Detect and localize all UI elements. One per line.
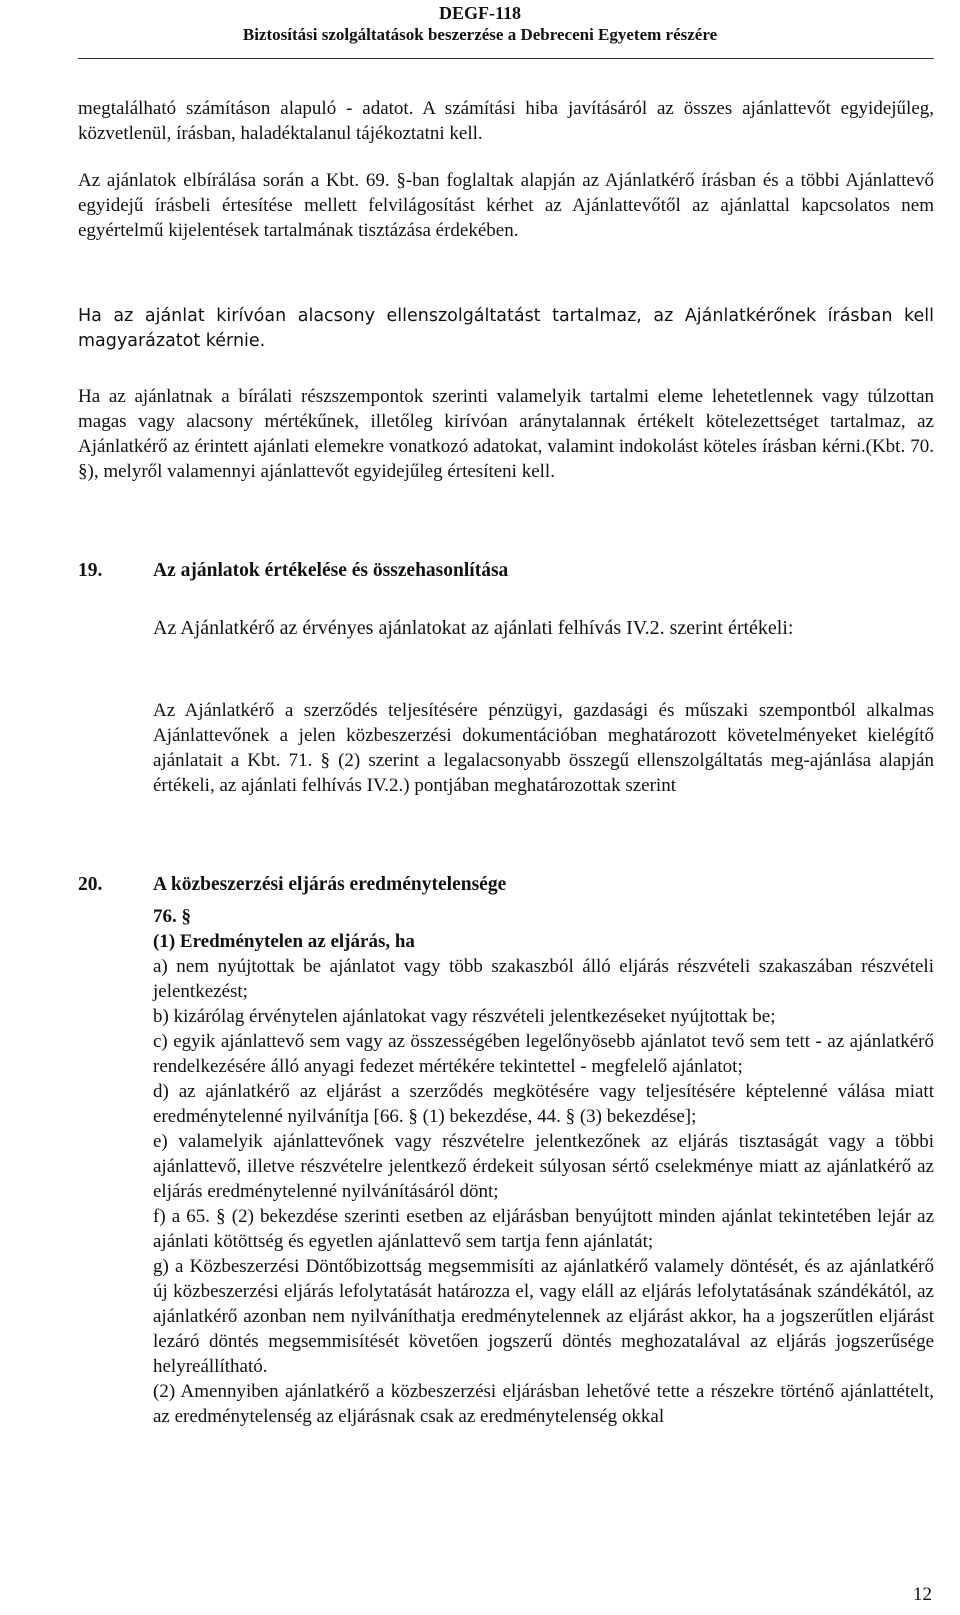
section-20-paragraph-2: (2) Amennyiben ajánlatkérő a közbeszerzési eljárásban lehetővé tette a részekre történő ajánlattételt, az eredménytelenség az eljárásnak csak az eredménytelenség okkal <box>153 1381 934 1427</box>
list-item: g) a Közbeszerzési Döntőbizottság megsemmisíti az ajánlatkérő valamely döntését, és az ajánlatkérő új közbeszerzési eljárás lefolytatását határozza el, vagy eláll az eljárás lefolytatásának szándékától, az ajánlatkérő azonban nem nyilváníthatja eredménytelennek az eljárást akkor, ha a jogszerűtlen eljárást lezáró döntés megsemmisítését követően jogszerű döntés meghozatalával az eljárás jogszerűsége helyreállítható. <box>153 1256 934 1377</box>
section-20-number: 20. <box>78 874 103 895</box>
document-code: DEGF-118 <box>438 3 521 23</box>
list-item: b) kizárólag érvénytelen ajánlatokat vagy részvételi jelentkezéseket nyújtottak be; <box>153 1006 776 1027</box>
section-20-content <box>153 904 934 1429</box>
section-20-subtitle: (1) Eredménytelen az eljárás, ha <box>153 931 415 952</box>
list-item: e) valamelyik ajánlattevőnek vagy részvételre jelentkezőnek az eljárás tisztaságát vagy a többi ajánlattevő, illetve részvételre jelentkező érdekeit súlyosan sértő cselekménye miatt az ajánlatkérő az eljárás eredménytelenné nyilvánításáról dönt; <box>153 1131 934 1202</box>
paragraph-clarification: Az ajánlatok elbírálása során a Kbt. 69. §-ban foglaltak alapján az Ajánlatkérő írásban és a többi Ajánlattevő egyidejű írásbeli értesítése mellett felvilágosítást kérhet az Ajánlattevőtől az ajánlattal kapcsolatos nem egyértelmű kijelentések tartalmának tisztázása érdekében. <box>78 170 934 241</box>
paragraph-unrealistic-elements: Ha az ajánlatnak a bírálati részszempontok szerinti valamelyik tartalmi eleme lehetetlennek vagy túlzottan magas vagy alacsony mértékűnek, illetőleg kirívóan aránytalannak értékelt kötelezettséget tartalmaz, az Ajánlatkérő az érintett ajánlati elemekre vonatkozó adatokat, valamint indokolást köteles írásban kérni.(Kbt. 70. §), melyről valamennyi ajánlattevőt egyidejűleg értesíteni kell. <box>78 386 934 482</box>
list-item: f) a 65. § (2) bekezdése szerinti esetben az eljárásban benyújtott minden ajánlat tekintetében lejár az ajánlati kötöttség és egyetlen ajánlattevő sem tartja fenn ajánlatát; <box>153 1206 934 1252</box>
list-item: a) nem nyújtottak be ajánlatot vagy több szakaszból álló eljárás részvételi szakaszában részvételi jelentkezést; <box>153 956 934 1002</box>
paragraph-low-price: Ha az ajánlat kirívóan alacsony ellenszolgáltatást tartalmaz, az Ajánlatkérőnek írásban kell magyarázatot kérnie. <box>78 306 934 351</box>
paragraph-calculation-error: megtalálható számításon alapuló - adatot. A számítási hiba javításáról az összes ajánlattevőt egyidejűleg, közvetlenül, írásban, haladéktalanul tájékoztatni kell. <box>78 98 934 144</box>
list-item: d) az ajánlatkérő az eljárást a szerződés megkötésére vagy teljesítésére képtelenné válása miatt eredménytelenné nyilvánítja [66. § (1) bekezdése, 44. § (3) bekezdése]; <box>153 1081 934 1127</box>
section-20-paragraph-ref: 76. § <box>153 906 191 927</box>
section-19-body: Az Ajánlatkérő a szerződés teljesítésére pénzügyi, gazdasági és műszaki szempontból alkalmas Ajánlattevőnek a jelen közbeszerzési dokumentációban meghatározott követelményeket kielégítő ajánlatait a Kbt. 71. § (2) szerint a legalacsonyabb összegű ellenszolgáltatás meg-ajánlása alapján értékeli, az ajánlati felhívás IV.2.) pontjában meghatározottak szerint <box>153 700 934 796</box>
section-19-heading <box>78 558 508 583</box>
header-divider <box>78 58 934 59</box>
section-20-heading <box>78 872 506 897</box>
section-19-intro: Az Ajánlatkérő az érvényes ajánlatokat az ajánlati felhívás IV.2. szerint értékeli: <box>153 617 794 639</box>
section-19-number: 19. <box>78 560 103 581</box>
page-number: 12 <box>913 1584 932 1605</box>
section-20-title: A közbeszerzési eljárás eredménytelensége <box>153 874 507 895</box>
section-19-title: Az ajánlatok értékelése és összehasonlítása <box>153 560 509 581</box>
document-subtitle: Biztosítási szolgáltatások beszerzése a Debreceni Egyetem részére <box>242 25 718 44</box>
list-item: c) egyik ajánlattevő sem vagy az összességében legelőnyösebb ajánlatot tevő sem tett - az ajánlatkérő rendelkezésére álló anyagi fedezet mértékére tekintettel - megfelelő ajánlatot; <box>153 1031 934 1077</box>
